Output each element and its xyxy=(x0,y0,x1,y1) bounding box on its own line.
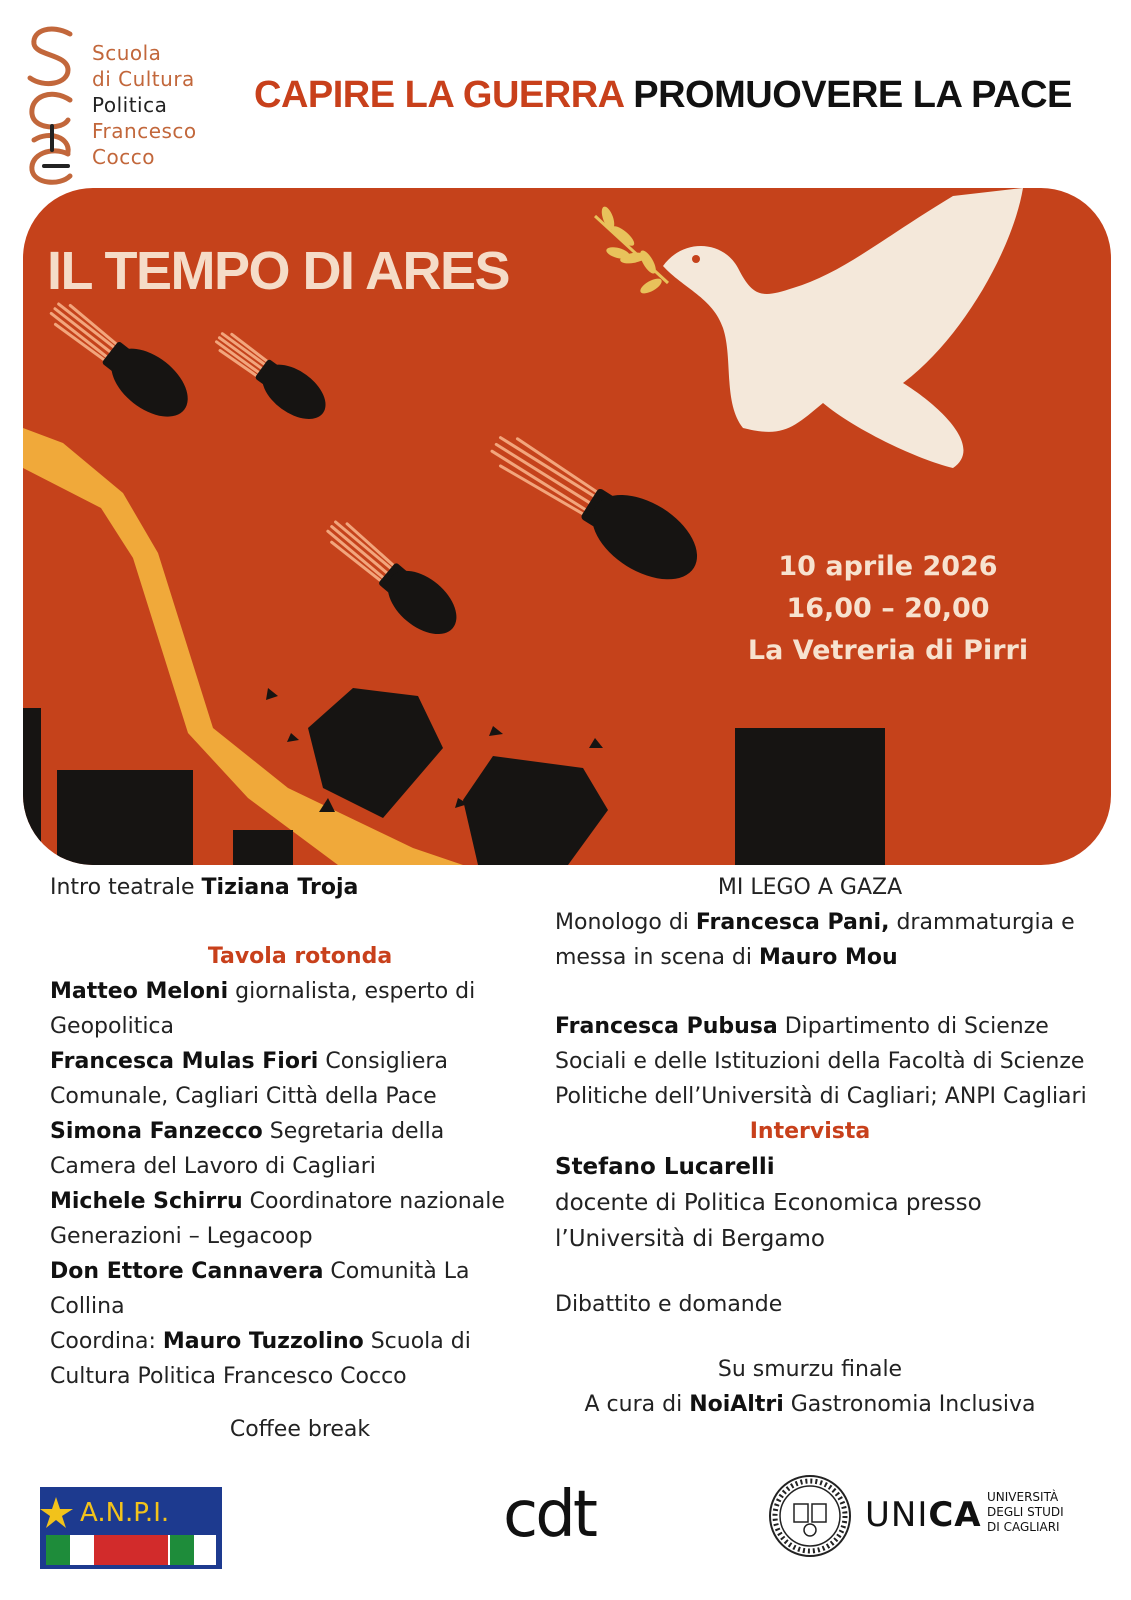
building-shape xyxy=(23,708,41,865)
unica-logo xyxy=(865,1495,982,1535)
debate-line: Dibattito e domande xyxy=(555,1292,783,1317)
organizer-line: Scuola xyxy=(92,41,162,65)
scuola-logo-icon xyxy=(22,22,82,190)
director-name: Mauro Mou xyxy=(759,945,898,970)
intro-name: Tiziana Troja xyxy=(201,875,359,900)
dove-eye xyxy=(692,255,700,263)
intro-label: Intro teatrale xyxy=(50,875,195,900)
coffee-break: Coffee break xyxy=(229,1417,371,1442)
interview-item xyxy=(555,1149,1100,1257)
programme-left-column xyxy=(50,870,510,1447)
catering-name: NoiAltri xyxy=(689,1392,784,1417)
bomb-shape xyxy=(39,288,200,430)
bomb-shape xyxy=(207,321,335,430)
speaker-name: Michele Schirru xyxy=(50,1189,243,1214)
univ-line: DEGLI STUDI xyxy=(987,1505,1064,1519)
speaker-role: Consigliera Comunale, Cagliari Città della Pace xyxy=(50,1049,448,1109)
anpi-logo xyxy=(40,1487,222,1569)
event-poster xyxy=(23,188,1111,865)
interviewee-name: Stefano Lucarelli xyxy=(555,1154,775,1180)
speaker-item xyxy=(50,1254,510,1324)
speaker-item xyxy=(50,1184,510,1254)
speaker-role: Dipartimento di Scienze Sociali e delle Istituzioni della Facoltà di Scienze Politiche dell’Università di Cagliari; ANPI Cagliari xyxy=(555,1014,1087,1109)
bomb-shape xyxy=(316,508,468,646)
speaker-role: Comunità La Collina xyxy=(50,1259,470,1319)
debris-shard xyxy=(266,688,278,700)
university-seal-icon xyxy=(768,1474,852,1558)
debris-shard xyxy=(589,738,603,748)
monologue-text: drammaturgia e messa in scena di xyxy=(555,910,1075,970)
interview-heading: Intervista xyxy=(749,1119,871,1144)
programme-right-column xyxy=(555,870,1100,1422)
building-shape xyxy=(735,728,885,865)
event-venue: La Vetreria di Pirri xyxy=(747,635,1029,666)
speaker-name: Francesca Pubusa xyxy=(555,1014,778,1039)
monologue-item xyxy=(555,905,1100,975)
monologue-label: Monologo di xyxy=(555,910,689,935)
speaker-name: Francesca Mulas Fiori xyxy=(50,1049,319,1074)
round-table-heading: Tavola rotonda xyxy=(207,944,393,969)
moderator-label: Coordina: xyxy=(50,1329,156,1354)
catering-label: A cura di xyxy=(584,1392,683,1417)
event-time: 16,00 – 20,00 xyxy=(786,593,990,624)
catering-line xyxy=(555,1387,1065,1422)
speaker-name: Simona Fanzecco xyxy=(50,1119,263,1144)
organizer-line: Politica xyxy=(92,93,168,117)
building-shape xyxy=(233,830,293,865)
speaker-item xyxy=(50,1114,510,1184)
moderator-item xyxy=(50,1324,510,1394)
anpi-text: A.N.P.I. xyxy=(80,1498,170,1528)
headline-part-war: CAPIRE LA GUERRA xyxy=(254,74,624,116)
headline-part-peace: PROMUOVERE LA PACE xyxy=(633,74,1072,116)
debris-shard xyxy=(287,733,299,742)
speaker-name: Don Ettore Cannavera xyxy=(50,1259,324,1284)
organizer-name xyxy=(92,40,197,170)
speaker-item xyxy=(50,974,510,1044)
unica-bold: CA xyxy=(928,1495,982,1535)
poster-title: IL TEMPO DI ARES xyxy=(47,241,510,301)
organizer-line: Francesco xyxy=(92,119,197,143)
univ-line: DI CAGLIARI xyxy=(987,1520,1060,1534)
monologue-author: Francesca Pani, xyxy=(695,910,890,935)
intro-line xyxy=(50,870,510,905)
unica-light: UNI xyxy=(865,1495,929,1535)
cdt-logo: cdt xyxy=(503,1478,595,1552)
speaker-role: Segretaria della Camera del Lavoro di Cagliari xyxy=(50,1119,445,1179)
olive-branch xyxy=(595,205,668,296)
rubble-block xyxy=(463,756,608,865)
speaker-item xyxy=(555,1009,1100,1114)
organizer-line: di Cultura xyxy=(92,67,195,91)
univ-line: UNIVERSITÀ xyxy=(987,1490,1059,1504)
event-info xyxy=(713,546,1063,672)
speaker-item xyxy=(50,1044,510,1114)
final-lunch: Su smurzu finale xyxy=(717,1357,903,1382)
page-headline xyxy=(254,74,1072,117)
building-shape xyxy=(57,770,193,865)
speaker-name: Matteo Meloni xyxy=(50,979,229,1004)
event-date: 10 aprile 2026 xyxy=(778,551,998,582)
moderator-name: Mauro Tuzzolino xyxy=(162,1329,364,1354)
bomb-shape xyxy=(478,416,712,597)
speaker-role: Coordinatore nazionale Generazioni – Legacoop xyxy=(50,1189,505,1249)
university-name xyxy=(987,1490,1064,1535)
debris-shard xyxy=(489,726,503,736)
interviewee-role: docente di Politica Economica presso l’Università di Bergamo xyxy=(555,1190,982,1252)
dove-shape xyxy=(663,188,1023,468)
organizer-line: Cocco xyxy=(92,145,155,169)
show-title: MI LEGO A GAZA xyxy=(717,875,903,900)
catering-desc: Gastronomia Inclusiva xyxy=(790,1392,1036,1417)
speaker-role: giornalista, esperto di Geopolitica xyxy=(50,979,476,1039)
moderator-role: Scuola di Cultura Politica Francesco Cocco xyxy=(50,1329,471,1389)
